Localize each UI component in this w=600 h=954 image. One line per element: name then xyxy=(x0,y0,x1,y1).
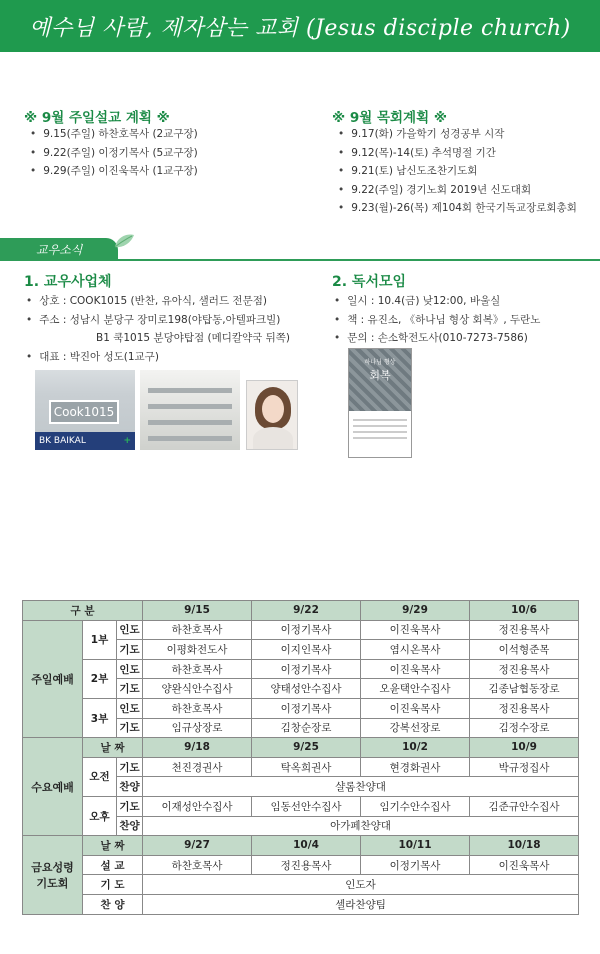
table-cell: 이정기목사 xyxy=(252,659,361,679)
list-item: • 상호 : COOK1015 (반찬, 유아식, 샐러드 전문점) xyxy=(26,292,290,311)
table-row xyxy=(23,855,579,875)
book-title: 회복 xyxy=(369,369,391,382)
sermon-label: 설 교 xyxy=(83,855,143,875)
table-cell: 10/2 xyxy=(361,738,470,758)
table-cell: 이진욱목사 xyxy=(361,620,470,640)
table-cell: 하찬호목사 xyxy=(143,659,252,679)
part-label: 2부 xyxy=(83,659,117,698)
table-row xyxy=(23,738,579,758)
list-item: B1 쿡1015 분당야탑점 (메디칼약국 뒤쪽) xyxy=(96,332,291,344)
table-row xyxy=(23,620,579,640)
owner-portrait-photo xyxy=(246,380,298,450)
store-banner: BK BAIKAL + xyxy=(35,432,135,450)
table-cell: 김종남협동장로 xyxy=(470,679,579,699)
table-cell: 정진용목사 xyxy=(252,855,361,875)
date-label: 날 짜 xyxy=(83,738,143,758)
role-label: 인도 xyxy=(117,698,143,718)
role-label: 찬양 xyxy=(117,777,143,797)
table-row xyxy=(23,757,579,777)
list-item: • 9.23(월)-26(목) 제104회 한국기독교장로회총회 xyxy=(338,199,577,218)
table-cell: 9/27 xyxy=(143,836,252,856)
header-title: 예수님 사람, 제자삼는 교회 (Jesus disciple church) xyxy=(29,15,571,41)
table-cell: 염시온목사 xyxy=(361,640,470,660)
table-cell: 임규상장로 xyxy=(143,718,252,738)
table-cell: 김정수장로 xyxy=(470,718,579,738)
role-label: 기도 xyxy=(117,718,143,738)
list-item: • 9.29(주일) 이진욱목사 (1교구장) xyxy=(30,162,198,181)
role-label: 기도 xyxy=(117,640,143,660)
store-interior-photo xyxy=(140,370,240,450)
table-cell: 하찬호목사 xyxy=(143,620,252,640)
sunday-label: 주일예배 xyxy=(23,620,83,738)
table-cell: 이정기목사 xyxy=(252,698,361,718)
part-label: 1부 xyxy=(83,620,117,659)
table-cell: 이진욱목사 xyxy=(470,855,579,875)
table-cell: 임동선안수집사 xyxy=(252,796,361,816)
list-item: • 9.17(화) 가을학기 성경공부 시작 xyxy=(338,125,577,144)
table-cell: 정진용목사 xyxy=(470,620,579,640)
header-date: 9/15 xyxy=(143,601,252,621)
list-item: • 9.22(주일) 경기노회 2019년 신도대회 xyxy=(338,181,577,200)
table-cell: 이진욱목사 xyxy=(361,698,470,718)
table-cell: 하찬호목사 xyxy=(143,855,252,875)
business-title: 1. 교우사업체 xyxy=(24,274,112,290)
list-item: • 9.22(주일) 이정기목사 (5교구장) xyxy=(30,144,198,163)
part-label: 3부 xyxy=(83,698,117,737)
table-cell: 현경화권사 xyxy=(361,757,470,777)
role-label: 인도 xyxy=(117,620,143,640)
table-cell: 정진용목사 xyxy=(470,698,579,718)
table-cell: 임기수안수집사 xyxy=(361,796,470,816)
table-row xyxy=(23,875,579,895)
list-item: • 책 : 유진소, 《하나님 형상 회복》, 두란노 xyxy=(334,311,540,330)
wednesday-label: 수요예배 xyxy=(23,738,83,836)
list-item: • 일시 : 10.4(금) 낮12:00, 바울실 xyxy=(334,292,540,311)
list-item: • 문의 : 손소학전도사(010-7273-7586) xyxy=(334,329,540,348)
divider xyxy=(0,259,600,261)
table-cell: 김준규안수집사 xyxy=(470,796,579,816)
table-cell: 9/25 xyxy=(252,738,361,758)
list-item: • 주소 : 성남시 분당구 장미로198(야탑동,아텔파크빌) xyxy=(26,311,290,330)
table-cell: 천진경권사 xyxy=(143,757,252,777)
table-cell: 양태성안수집사 xyxy=(252,679,361,699)
table-row xyxy=(23,836,579,856)
news-tab-label: 교우소식 xyxy=(36,242,83,257)
table-cell: 김창순장로 xyxy=(252,718,361,738)
table-cell: 이정기목사 xyxy=(361,855,470,875)
praise-label: 찬 양 xyxy=(83,894,143,914)
role-label: 찬양 xyxy=(117,816,143,836)
page-header xyxy=(0,0,600,52)
table-cell: 양완식안수집사 xyxy=(143,679,252,699)
table-cell: 9/18 xyxy=(143,738,252,758)
friday-label: 금요성령 기도회 xyxy=(23,836,83,914)
table-cell: 이지인목사 xyxy=(252,640,361,660)
table-row xyxy=(23,894,579,914)
table-row xyxy=(23,796,579,816)
book-subtitle: 하나님 형상 xyxy=(364,359,396,366)
pastoral-plan-title: ※ 9월 목회계획 ※ xyxy=(332,110,447,126)
header-date: 10/6 xyxy=(470,601,579,621)
table-cell: 탁옥희권사 xyxy=(252,757,361,777)
sermon-plan-list xyxy=(30,125,198,181)
pm-label: 오후 xyxy=(83,796,117,835)
table-row xyxy=(23,601,579,621)
table-cell: 이진욱목사 xyxy=(361,659,470,679)
list-item: • 9.21(토) 남신도조찬기도회 xyxy=(338,162,577,181)
header-date: 9/22 xyxy=(252,601,361,621)
role-label: 인도 xyxy=(117,659,143,679)
table-row xyxy=(23,698,579,718)
sermon-plan-title: ※ 9월 주일설교 계획 ※ xyxy=(24,110,170,126)
table-cell: 10/4 xyxy=(252,836,361,856)
table-cell: 박규정집사 xyxy=(470,757,579,777)
store-front-photo xyxy=(35,370,135,450)
news-tab xyxy=(0,238,118,260)
prayer-label: 기 도 xyxy=(83,875,143,895)
table-cell: 하찬호목사 xyxy=(143,698,252,718)
table-row xyxy=(23,659,579,679)
book-cover-image xyxy=(348,348,412,458)
store-sign: Cook1015 xyxy=(49,400,119,424)
business-list xyxy=(26,292,290,366)
table-cell: 셀라찬양팀 xyxy=(143,894,579,914)
header-date: 9/29 xyxy=(361,601,470,621)
table-cell: 이재성안수집사 xyxy=(143,796,252,816)
table-cell: 10/9 xyxy=(470,738,579,758)
table-cell: 샬롬찬양대 xyxy=(143,777,579,797)
reading-list xyxy=(334,292,540,348)
role-label: 기도 xyxy=(117,757,143,777)
leaf-icon xyxy=(113,233,135,249)
reading-title: 2. 독서모임 xyxy=(332,274,407,290)
table-cell: 정진용목사 xyxy=(470,659,579,679)
table-cell: 인도자 xyxy=(143,875,579,895)
role-label: 기도 xyxy=(117,679,143,699)
role-label: 기도 xyxy=(117,796,143,816)
table-cell: 오윤택안수집사 xyxy=(361,679,470,699)
header-label: 구 분 xyxy=(23,601,143,621)
list-item: • 대표 : 박진아 성도(1교구) xyxy=(26,348,290,367)
table-cell: 아가페찬양대 xyxy=(143,816,579,836)
date-label: 날 짜 xyxy=(83,836,143,856)
table-cell: 강복선장로 xyxy=(361,718,470,738)
pastoral-plan-list xyxy=(338,125,577,218)
list-item: • 9.12(목)-14(토) 추석명절 기간 xyxy=(338,144,577,163)
am-label: 오전 xyxy=(83,757,117,796)
table-cell: 10/18 xyxy=(470,836,579,856)
table-cell: 10/11 xyxy=(361,836,470,856)
worship-schedule-table xyxy=(22,600,579,915)
list-item: • 9.15(주일) 하찬호목사 (2교구장) xyxy=(30,125,198,144)
table-cell: 이정기목사 xyxy=(252,620,361,640)
table-cell: 이석형준목 xyxy=(470,640,579,660)
table-cell: 이평화전도사 xyxy=(143,640,252,660)
